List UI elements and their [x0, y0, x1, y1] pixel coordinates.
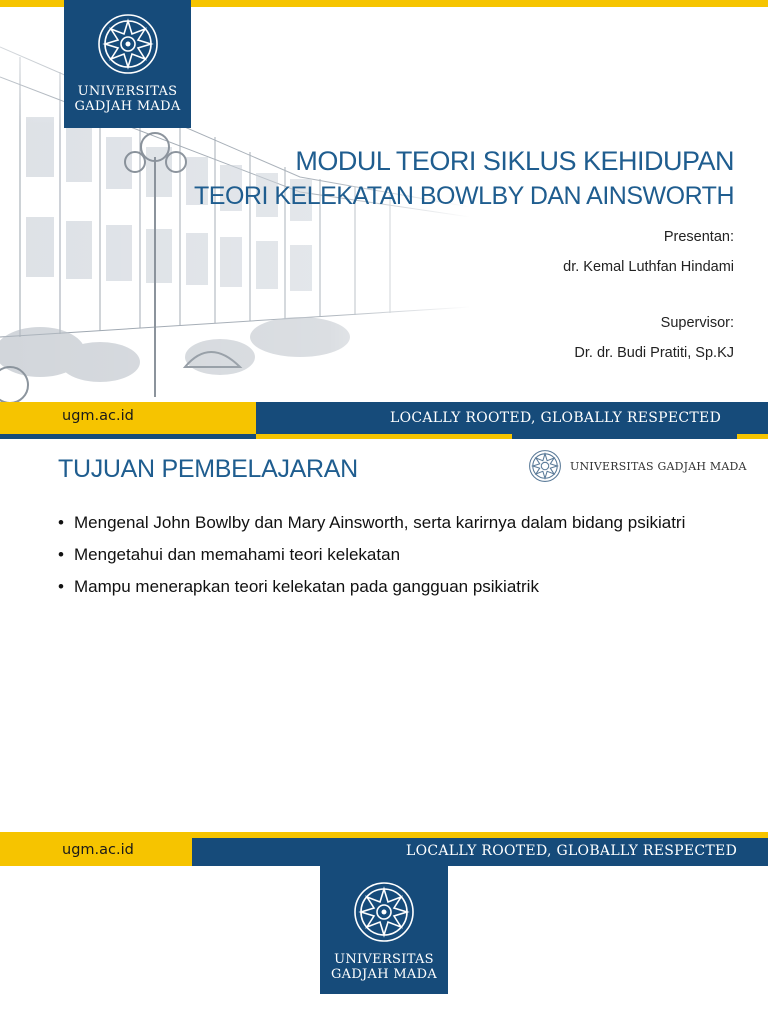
- list-item: [58, 511, 718, 534]
- presenter-name: dr. Kemal Luthfan Hindami: [563, 259, 734, 275]
- footer-url-link[interactable]: ugm.ac.id: [62, 408, 134, 424]
- slide1-footer-strip-blue-right: [512, 434, 737, 439]
- presenter-label: Presentan:: [663, 229, 734, 245]
- university-logo: [320, 866, 448, 994]
- logo-line2: GADJAH MADA: [74, 99, 181, 114]
- ugm-emblem-icon: [352, 880, 416, 944]
- brand-text: UNIVERSITAS GADJAH MADA: [570, 459, 747, 473]
- slide1-footer-strip-blue-left: [0, 434, 256, 439]
- bullet-marker: •: [58, 545, 64, 564]
- logo-line1: UNIVERSITAS: [334, 952, 434, 967]
- list-item-text: Mengetahui dan memahami teori kelekatan: [74, 545, 401, 564]
- supervisor-name: Dr. dr. Budi Pratiti, Sp.KJ: [574, 345, 734, 361]
- slide2-brand: [528, 449, 747, 483]
- ugm-emblem-icon: [528, 449, 562, 483]
- bullet-marker: •: [58, 577, 64, 596]
- list-item-text: Mampu menerapkan teori kelekatan pada gangguan psikiatrik: [74, 577, 539, 596]
- learning-objectives-list: [58, 511, 718, 607]
- list-item: [58, 575, 718, 598]
- logo-line2: GADJAH MADA: [330, 967, 438, 982]
- supervisor-label: Supervisor:: [660, 315, 734, 331]
- presentation-subtitle: TEORI KELEKATAN BOWLBY DAN AINSWORTH: [194, 182, 734, 210]
- ugm-emblem-icon: [96, 12, 160, 76]
- list-item: [58, 543, 718, 566]
- slide2-title: TUJUAN PEMBELAJARAN: [58, 455, 358, 483]
- bullet-marker: •: [58, 513, 64, 532]
- list-item-text: Mengenal John Bowlby dan Mary Ainsworth, serta karirnya dalam bidang psikiatri: [74, 513, 686, 532]
- footer-tagline: LOCALLY ROOTED, GLOBALLY RESPECTED: [390, 410, 722, 426]
- university-logo: [64, 0, 191, 128]
- logo-line1: UNIVERSITAS: [77, 84, 178, 99]
- footer-url-link[interactable]: ugm.ac.id: [62, 842, 134, 858]
- footer-tagline: LOCALLY ROOTED, GLOBALLY RESPECTED: [406, 843, 738, 859]
- presentation-title: MODUL TEORI SIKLUS KEHIDUPAN: [295, 146, 734, 176]
